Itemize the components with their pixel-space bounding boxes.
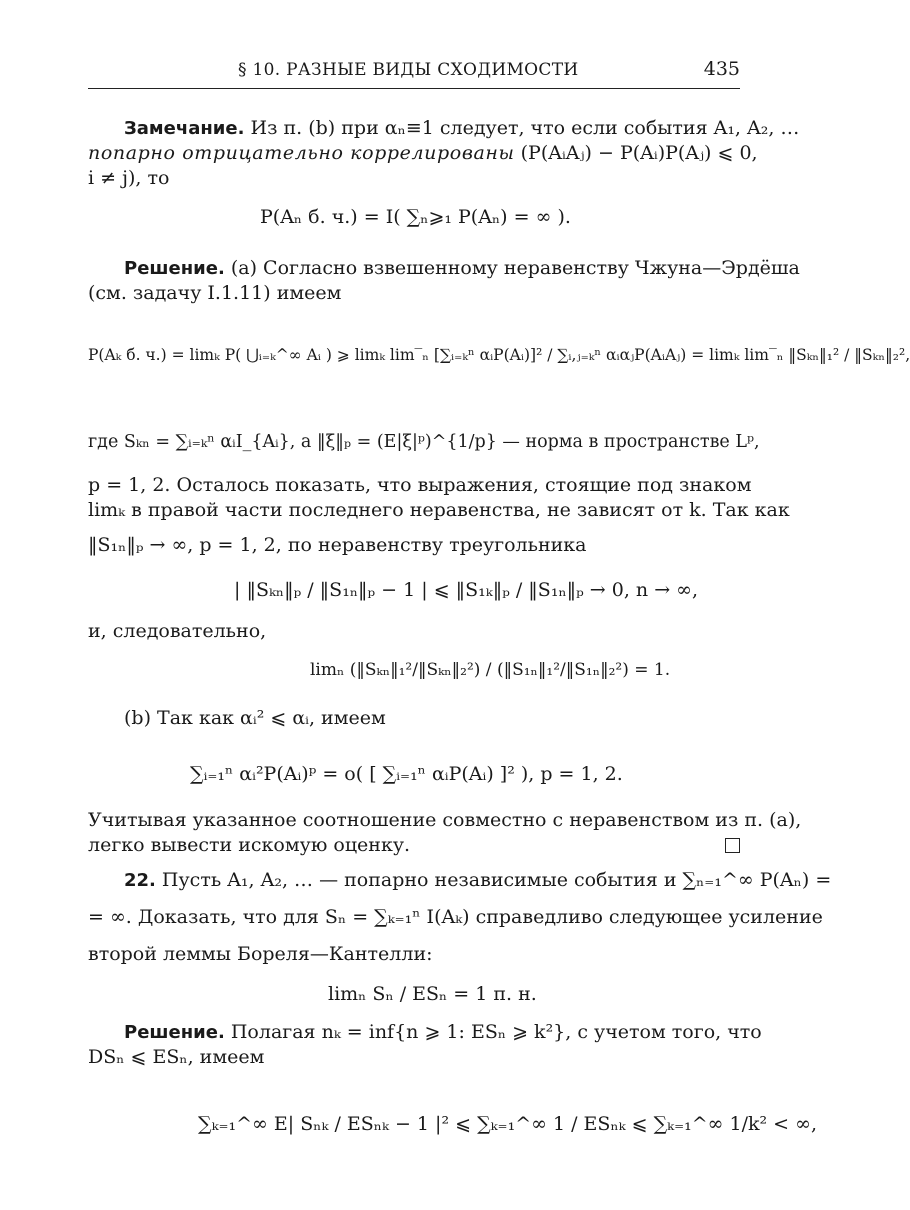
- section-title: § 10. РАЗНЫЕ ВИДЫ СХОДИМОСТИ: [238, 60, 579, 80]
- triangle-inequality-formula: | ‖Sₖₙ‖ₚ / ‖S₁ₙ‖ₚ − 1 | ⩽ ‖S₁ₖ‖ₚ / ‖S₁ₙ‖ₚ → 0, n → ∞,: [234, 579, 699, 601]
- part-b-formula: ∑ᵢ₌₁ⁿ αᵢ²P(Aᵢ)ᵖ = o( [ ∑ᵢ₌₁ⁿ αᵢP(Aᵢ) ]² ), p = 1, 2.: [190, 763, 623, 785]
- remark-label: Замечание.: [124, 118, 245, 139]
- solution-line-5: limₖ в правой части последнего неравенства, не зависят от k. Так как: [88, 499, 790, 521]
- solution-2-label: Решение.: [124, 1022, 225, 1043]
- remark-line-3: i ≠ j), то: [88, 167, 170, 189]
- remark-formula: P(Aₙ б. ч.) = I( ∑ₙ⩾₁ P(Aₙ) = ∞ ).: [260, 206, 571, 228]
- problem-22-line-2: = ∞. Доказать, что для Sₙ = ∑ₖ₌₁ⁿ I(Aₖ) справедливо следующее усиление: [88, 906, 823, 928]
- running-header: [88, 58, 740, 89]
- emphasis-text: попарно отрицательно коррелированы: [88, 142, 515, 164]
- solution-line-2: (см. задачу I.1.11) имеем: [88, 282, 342, 304]
- book-page: [88, 0, 910, 1210]
- solution-2-line-2: DSₙ ⩽ ESₙ, имеем: [88, 1046, 265, 1068]
- solution-line-4: p = 1, 2. Осталось показать, что выражения, стоящие под знаком: [88, 474, 752, 496]
- solution-line-9: Учитывая указанное соотношение совместно с неравенством из п. (a),: [88, 809, 802, 831]
- solution-label: Решение.: [124, 258, 225, 279]
- solution-line-6: ‖S₁ₙ‖ₚ → ∞, p = 1, 2, по неравенству треугольника: [88, 534, 587, 556]
- problem-22-line-1: 22. Пусть A₁, A₂, … — попарно независимые события и ∑ₙ₌₁^∞ P(Aₙ) =: [124, 869, 832, 891]
- problem-number: 22.: [124, 870, 156, 891]
- solution-line-1: Решение. (a) Согласно взвешенному неравенству Чжуна—Эрдёша: [124, 257, 800, 279]
- solution-2-line-1: Решение. Полагая nₖ = inf{n ⩾ 1: ESₙ ⩾ k²}, с учетом того, что: [124, 1021, 762, 1043]
- solution-line-3: где Sₖₙ = ∑ᵢ₌ₖⁿ αᵢI_{Aᵢ}, а ‖ξ‖ₚ = (E|ξ|ᵖ)^{1/p} — норма в пространстве Lᵖ,: [88, 432, 760, 452]
- chung-erdos-formula: P(Aₖ б. ч.) = limₖ P( ⋃ᵢ₌ₖ^∞ Aᵢ ) ⩾ limₖ lim‾ₙ [∑ᵢ₌ₖⁿ αᵢP(Aᵢ)]² / ∑ᵢ,ⱼ₌ₖⁿ αᵢαⱼP(AᵢAⱼ) = limₖ lim‾ₙ ‖Sₖₙ‖₁² / ‖Sₖₙ‖₂²,: [88, 346, 910, 364]
- borel-cantelli-formula: limₙ Sₙ / ESₙ = 1 п. н.: [328, 983, 537, 1005]
- variance-sum-formula: ∑ₖ₌₁^∞ E| Sₙₖ / ESₙₖ − 1 |² ⩽ ∑ₖ₌₁^∞ 1 / ESₙₖ ⩽ ∑ₖ₌₁^∞ 1/k² < ∞,: [198, 1113, 818, 1135]
- problem-22-line-3: второй леммы Бореля—Кантелли:: [88, 943, 433, 965]
- remark-line-1: Замечание. Из п. (b) при αₙ≡1 следует, что если события A₁, A₂, …: [124, 117, 800, 139]
- solution-b-line: (b) Так как αᵢ² ⩽ αᵢ, имеем: [124, 707, 386, 729]
- page-number: 435: [703, 58, 740, 80]
- remark-line-2: попарно отрицательно коррелированы (P(AᵢAⱼ) − P(Aᵢ)P(Aⱼ) ⩽ 0,: [88, 142, 758, 164]
- solution-line-10: легко вывести искомую оценку.: [88, 834, 411, 856]
- qed-square-icon: [725, 838, 740, 853]
- ratio-limit-formula: limₙ (‖Sₖₙ‖₁²/‖Sₖₙ‖₂²) / (‖S₁ₙ‖₁²/‖S₁ₙ‖₂²) = 1.: [310, 660, 671, 680]
- solution-line-7: и, следовательно,: [88, 620, 267, 642]
